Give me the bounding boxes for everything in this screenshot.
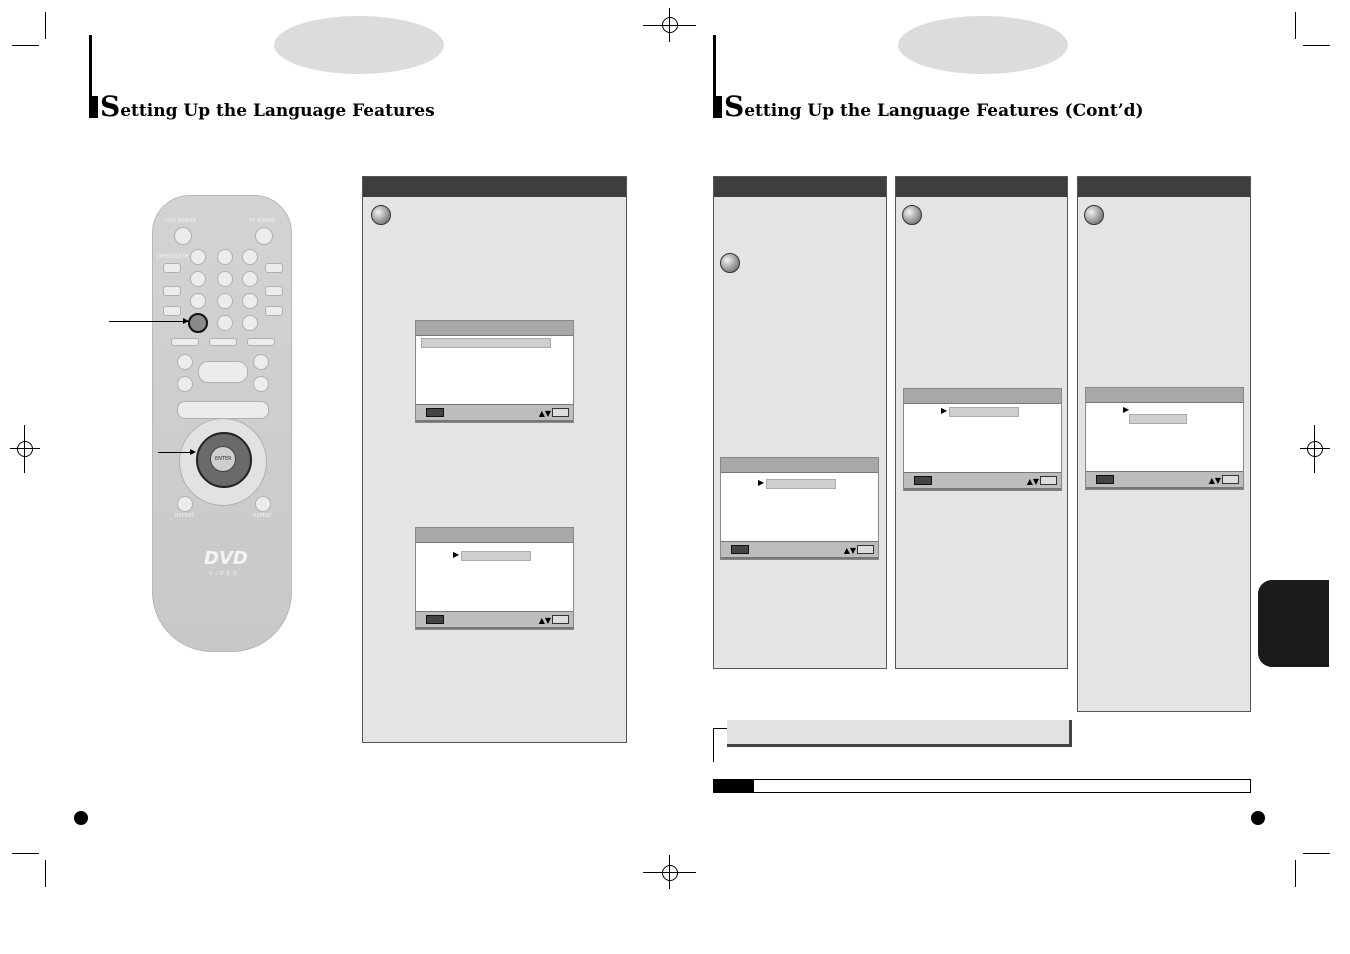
up-down-arrows-icon: ▲▼ — [538, 616, 551, 625]
tv-power-button[interactable] — [255, 227, 273, 245]
remote-key[interactable] — [163, 263, 181, 273]
number-key[interactable] — [217, 293, 233, 309]
enter-icon — [552, 615, 569, 624]
remote-key[interactable] — [253, 376, 269, 392]
footer-page-block — [714, 780, 754, 792]
dvd-logo-sub: VIDEO — [209, 571, 240, 577]
repeat-right-label: REPEAT — [253, 513, 272, 519]
instruction-panel — [1077, 176, 1251, 712]
osd-screen — [903, 388, 1062, 491]
osd-highlight — [1129, 414, 1187, 424]
section-tab-oval — [898, 16, 1068, 74]
panel-header — [714, 177, 886, 197]
osd-footer — [416, 404, 573, 422]
number-key[interactable] — [217, 315, 233, 331]
remote-key[interactable] — [177, 354, 193, 370]
registration-mark — [1300, 448, 1330, 449]
osd-screen — [1085, 387, 1244, 490]
number-key[interactable] — [217, 249, 233, 265]
instruction-panel — [713, 176, 887, 669]
skip-keys[interactable] — [198, 361, 248, 383]
osd-highlight — [461, 551, 531, 561]
tv-power-label: TV POWER — [249, 218, 276, 224]
right-triangle-icon: ▶ — [453, 550, 460, 559]
registration-mark — [10, 448, 40, 449]
dvd-logo: DVD — [204, 548, 248, 569]
registration-mark — [669, 8, 670, 42]
right-triangle-icon: ▶ — [941, 406, 948, 415]
enter-icon — [857, 545, 874, 554]
title-block — [89, 96, 98, 118]
step-bullet-icon — [371, 205, 391, 225]
section-tab-oval — [274, 16, 444, 74]
registration-mark-icon — [1307, 441, 1323, 457]
dvd-power-button[interactable] — [174, 227, 192, 245]
page-title — [724, 90, 1144, 123]
registration-mark — [1314, 425, 1315, 473]
step-bullet-icon — [1084, 205, 1104, 225]
osd-footer — [721, 541, 878, 559]
instruction-panel — [362, 176, 627, 743]
note-bracket — [713, 728, 727, 729]
up-down-arrows-icon: ▲▼ — [843, 546, 856, 555]
dvd-power-label: DVD POWER — [165, 218, 197, 224]
osd-title-bar — [416, 528, 573, 543]
repeat-left-button[interactable] — [177, 496, 193, 512]
page-title — [100, 90, 435, 123]
registration-mark-icon — [662, 865, 678, 881]
step-bullet-icon — [902, 205, 922, 225]
osd-screen — [720, 457, 879, 560]
number-key[interactable] — [242, 293, 258, 309]
remote-key[interactable] — [209, 338, 237, 346]
osd-footer — [1086, 471, 1243, 489]
page-dot-icon — [74, 811, 88, 825]
number-key[interactable] — [190, 293, 206, 309]
osd-highlight — [421, 338, 551, 348]
remote-key[interactable] — [163, 306, 181, 316]
registration-mark — [669, 855, 670, 889]
callout-line — [109, 321, 189, 322]
remote-key[interactable] — [265, 306, 283, 316]
enter-icon — [552, 408, 569, 417]
crop-mark — [1295, 12, 1296, 39]
number-key[interactable] — [242, 315, 258, 331]
remote-control — [152, 195, 292, 652]
osd-screen — [415, 527, 574, 630]
remote-key[interactable] — [253, 354, 269, 370]
callout-arrow-icon — [183, 318, 189, 324]
note-bracket — [713, 728, 714, 762]
return-icon — [426, 408, 444, 417]
right-triangle-icon: ▶ — [1123, 405, 1130, 414]
callout-arrow-icon — [190, 449, 196, 455]
return-icon — [426, 615, 444, 624]
enter-label: ENTER — [215, 456, 232, 462]
crop-mark — [12, 45, 39, 46]
title-initial: S — [724, 90, 745, 123]
crop-mark — [1303, 853, 1330, 854]
osd-screen — [415, 320, 574, 423]
number-key[interactable] — [242, 271, 258, 287]
remote-key[interactable] — [265, 263, 283, 273]
open-close-label: OPEN/CLOSE — [157, 254, 189, 260]
osd-footer — [904, 472, 1061, 490]
chapter-side-tab — [1258, 580, 1329, 667]
up-down-arrows-icon: ▲▼ — [1208, 476, 1221, 485]
remote-key[interactable] — [265, 286, 283, 296]
number-key[interactable] — [190, 271, 206, 287]
title-initial: S — [100, 90, 121, 123]
number-key[interactable] — [190, 249, 206, 265]
registration-mark-icon — [17, 441, 33, 457]
footer-bar — [713, 779, 1251, 793]
osd-footer — [416, 611, 573, 629]
instruction-panel — [895, 176, 1068, 669]
osd-highlight — [766, 479, 836, 489]
registration-mark — [24, 425, 25, 473]
return-icon — [1096, 475, 1114, 484]
osd-title-bar — [1086, 388, 1243, 403]
remote-key[interactable] — [177, 376, 193, 392]
title-text: etting Up the Language Features — [120, 101, 435, 121]
panel-header — [363, 177, 626, 197]
repeat-left-label: REPEAT — [175, 513, 194, 519]
callout-line — [158, 452, 194, 453]
enter-button[interactable] — [210, 446, 236, 472]
osd-title-bar — [721, 458, 878, 473]
number-key[interactable] — [242, 249, 258, 265]
number-key[interactable] — [217, 271, 233, 287]
remote-key[interactable] — [163, 286, 181, 296]
panel-header — [896, 177, 1067, 197]
language-button[interactable] — [188, 313, 208, 333]
return-icon — [731, 545, 749, 554]
crop-mark — [1295, 860, 1296, 887]
crop-mark — [45, 860, 46, 887]
return-icon — [914, 476, 932, 485]
page-dot-icon — [1251, 811, 1265, 825]
title-block — [713, 96, 722, 118]
note-box — [727, 720, 1072, 747]
osd-title-bar — [416, 321, 573, 336]
crop-mark — [1303, 45, 1330, 46]
osd-highlight — [949, 407, 1019, 417]
osd-title-bar — [904, 389, 1061, 404]
crop-mark — [12, 853, 39, 854]
crop-mark — [45, 12, 46, 39]
panel-header — [1078, 177, 1250, 197]
remote-key-row[interactable] — [177, 401, 269, 419]
step-bullet-icon — [720, 253, 740, 273]
up-down-arrows-icon: ▲▼ — [1026, 477, 1039, 486]
remote-key[interactable] — [247, 338, 275, 346]
enter-icon — [1222, 475, 1239, 484]
right-triangle-icon: ▶ — [758, 478, 765, 487]
enter-icon — [1040, 476, 1057, 485]
repeat-right-button[interactable] — [255, 496, 271, 512]
remote-key[interactable] — [171, 338, 199, 346]
title-text: etting Up the Language Features (Cont’d) — [744, 101, 1144, 121]
up-down-arrows-icon: ▲▼ — [538, 409, 551, 418]
